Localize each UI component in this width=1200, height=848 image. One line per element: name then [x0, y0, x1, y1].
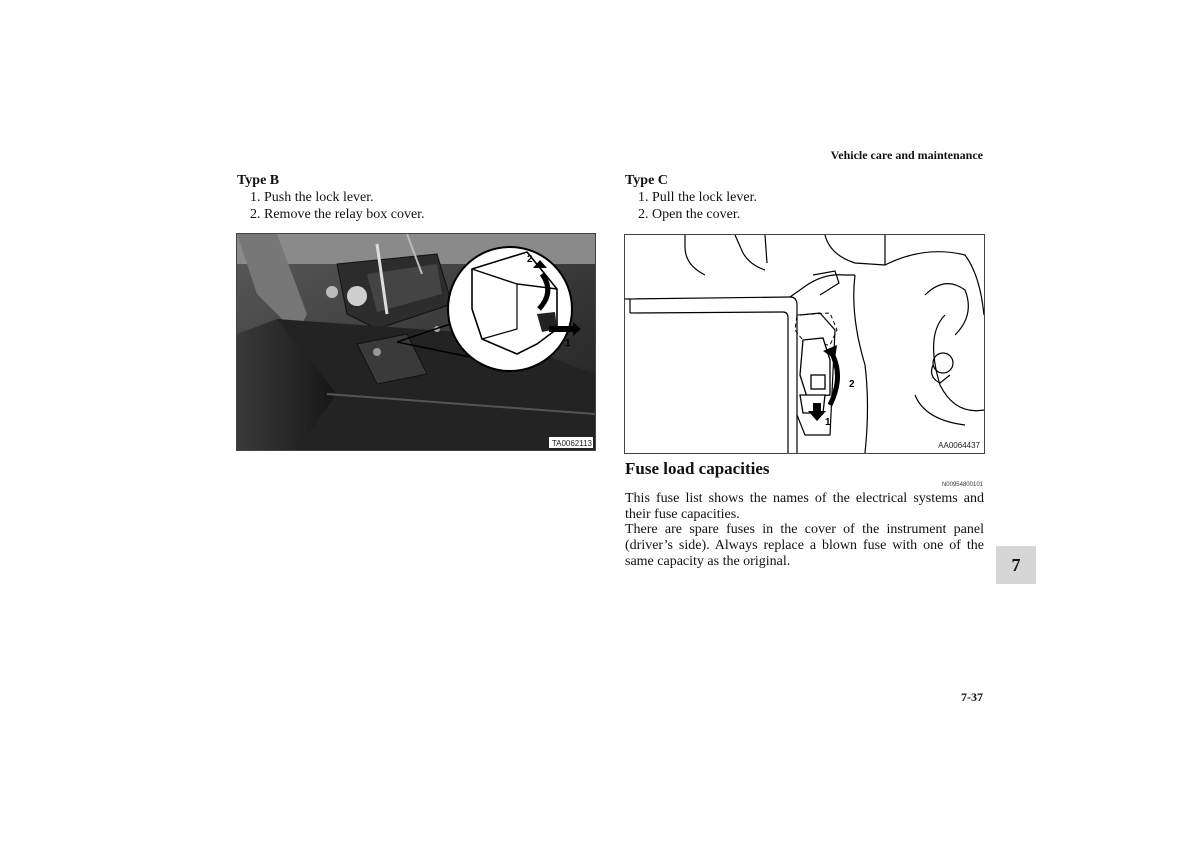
document-code: N00954800101: [941, 482, 983, 488]
page-number: 7-37: [961, 690, 983, 704]
callout-2: 2: [527, 254, 533, 265]
callout-2: 2: [849, 379, 855, 390]
section-title: Fuse load capacities: [625, 459, 770, 478]
chapter-tab: 7: [996, 546, 1036, 584]
paragraph-2: There are spare fuses in the cover of the instrument panel (driver’s side). Always replace a blown fuse with one of the same capacity as the original.: [625, 522, 984, 569]
figure-code: AA0064437: [938, 441, 980, 450]
running-header: Vehicle care and maintenance: [830, 148, 983, 162]
type-c-step-2: 2. Open the cover.: [638, 207, 741, 222]
type-b-heading: Type B: [237, 173, 280, 188]
engine-bay-photo: [237, 234, 595, 450]
figure-code: TA0062113: [551, 439, 592, 448]
type-c-heading: Type C: [625, 173, 668, 188]
type-c-step-1: 1. Pull the lock lever.: [638, 190, 757, 205]
instrument-panel-drawing: [625, 235, 984, 453]
callout-1: 1: [565, 338, 571, 349]
type-b-step-2: 2. Remove the relay box cover.: [250, 207, 425, 222]
type-c-illustration: [624, 234, 985, 454]
type-b-step-1: 1. Push the lock lever.: [250, 190, 374, 205]
callout-1: 1: [825, 417, 831, 428]
paragraph-1: This fuse list shows the names of the electrical systems and their fuse capacities.: [625, 491, 984, 522]
type-b-illustration: [236, 233, 596, 451]
